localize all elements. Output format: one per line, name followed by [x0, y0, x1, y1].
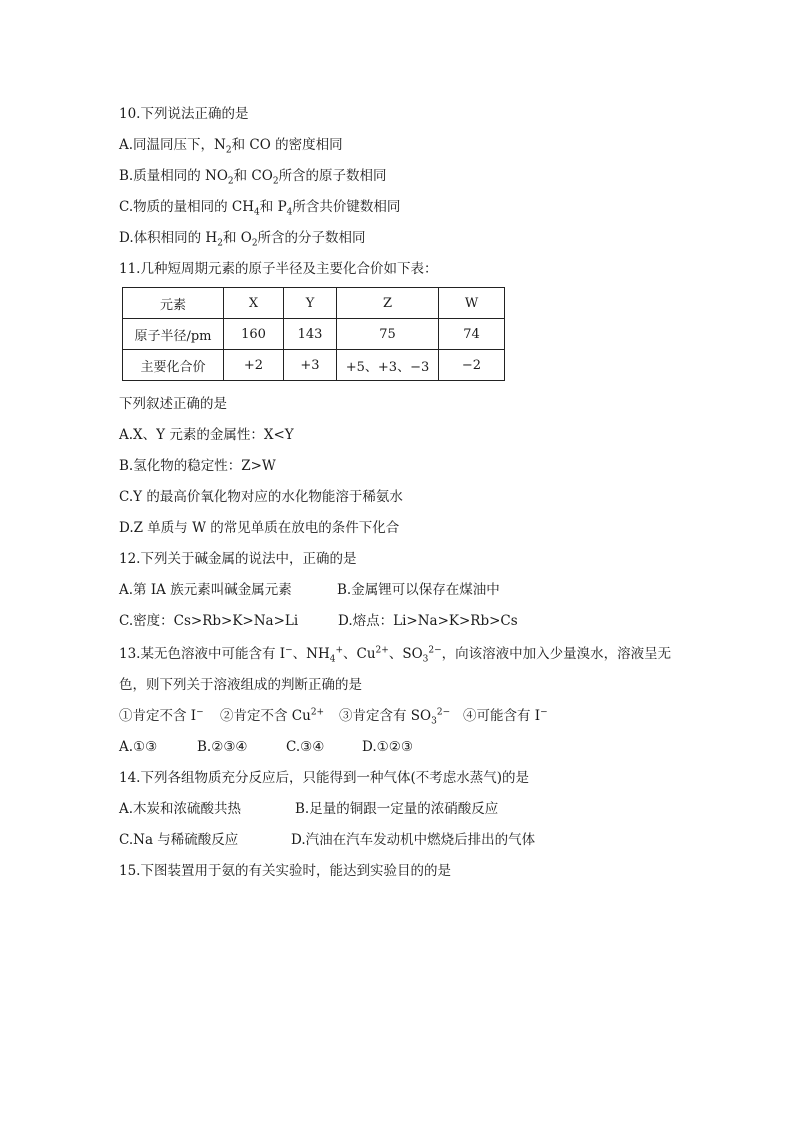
- q14-option-d: D.汽油在汽车发动机中燃烧后排出的气体: [291, 832, 536, 848]
- table-cell: +2: [224, 350, 284, 381]
- q10-option-a: A.同温同压下，$N_2$和 CO 的密度相同: [119, 137, 343, 156]
- table-cell: −2: [439, 350, 505, 381]
- table-cell: +5、+3、−3: [337, 350, 439, 381]
- table-header-cell: 元素: [123, 288, 224, 319]
- table-header-cell: X: [224, 288, 284, 319]
- q10-option-d: D.体积相同的 $H_2$和 $O_2$所含的分子数相同: [119, 230, 366, 249]
- element-table: [122, 287, 505, 381]
- q11-stem: 11.几种短周期元素的原子半径及主要化合价如下表：: [119, 261, 438, 277]
- q13-option-d: D.①②③: [362, 739, 413, 755]
- q10-option-b: B.质量相同的 $NO_2$和 $CO_2$所含的原子数相同: [119, 168, 387, 187]
- table-cell: +3: [284, 350, 337, 381]
- q11-follow: 下列叙述正确的是: [119, 396, 227, 412]
- q13-option-a: A.①③: [119, 739, 158, 755]
- q13-option-b: B.②③④: [197, 739, 248, 755]
- q13-stem: 13.某无色溶液中可能含有 I−、$NH_4^+$、$Cu^{2+}$、$SO_3^{2-}$，向该溶液中加入少量溴水，溶液呈无: [119, 645, 672, 665]
- q13-judgment-3: ③肯定含有 $SO_3^{2-}$: [339, 707, 451, 727]
- table-cell: 74: [439, 319, 505, 350]
- q13-option-c: C.③④: [286, 739, 325, 755]
- q13-judgment-4: ④可能含有 I−: [463, 707, 548, 724]
- table-row: [123, 319, 505, 350]
- q14-stem: 14.下列各组物质充分反应后，只能得到一种气体(不考虑水蒸气)的是: [119, 770, 530, 786]
- q13-judgment-2: ②肯定不含 $Cu^{2+}$: [220, 707, 325, 724]
- q14-option-b: B.足量的铜跟一定量的浓硝酸反应: [295, 801, 499, 817]
- q12-stem: 12.下列关于碱金属的说法中，正确的是: [119, 551, 357, 567]
- q14-option-c: C.Na 与稀硫酸反应: [119, 832, 239, 848]
- table-cell: 143: [284, 319, 337, 350]
- table-header-cell: W: [439, 288, 505, 319]
- q12-option-d: D.熔点：Li>Na>K>Rb>Cs: [338, 613, 518, 629]
- q11-option-d: D.Z 单质与 W 的常见单质在放电的条件下化合: [119, 520, 400, 536]
- q12-option-a: A.第 IA 族元素叫碱金属元素: [119, 582, 292, 598]
- table-row: [123, 350, 505, 381]
- table-cell: 160: [224, 319, 284, 350]
- q14-option-a: A.木炭和浓硫酸共热: [119, 801, 242, 817]
- table-cell: 原子半径/pm: [123, 319, 224, 350]
- q11-option-a: A.X、Y 元素的金属性：X<Y: [119, 427, 294, 443]
- q11-option-c: C.Y 的最高价氧化物对应的水化物能溶于稀氨水: [119, 489, 403, 505]
- q10-stem: 10.下列说法正确的是: [119, 106, 249, 122]
- table-cell: 主要化合价: [123, 350, 224, 381]
- table-header-row: [123, 288, 505, 319]
- q13-judgment-1: ①肯定不含 I−: [119, 707, 204, 724]
- q11-option-b: B.氢化物的稳定性：Z>W: [119, 458, 276, 474]
- q13-stem-line-2: 色，则下列关于溶液组成的判断正确的是: [119, 677, 362, 693]
- table-cell: 75: [337, 319, 439, 350]
- table-header-cell: Y: [284, 288, 337, 319]
- table-header-cell: Z: [337, 288, 439, 319]
- q12-option-c: C.密度：Cs>Rb>K>Na>Li: [119, 613, 299, 629]
- q10-option-c: C.物质的量相同的 $CH_4$和 $P_4$所含共价键数相同: [119, 199, 401, 218]
- q15-stem: 15.下图装置用于氨的有关实验时，能达到实验目的的是: [119, 863, 451, 879]
- q12-option-b: B.金属锂可以保存在煤油中: [337, 582, 500, 598]
